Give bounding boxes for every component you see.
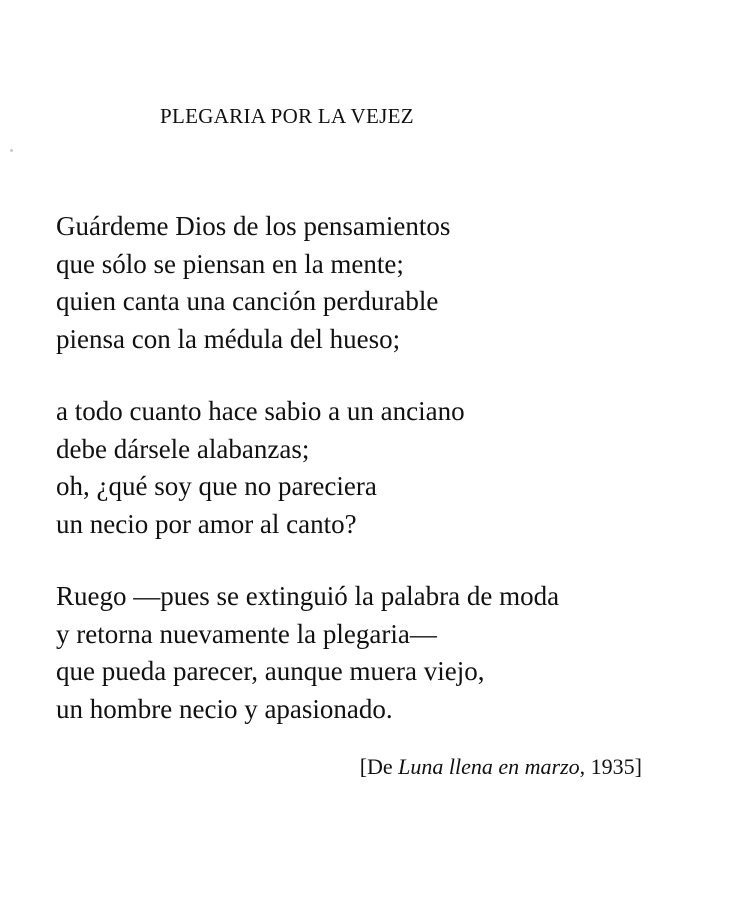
source-citation <box>360 754 642 780</box>
poem-line: oh, ¿qué soy que no pareciera <box>56 471 377 501</box>
poem-body <box>56 208 559 728</box>
poem-line: Guárdeme Dios de los pensamientos <box>56 211 451 241</box>
paper-speck <box>10 149 13 152</box>
stanza-3 <box>56 578 559 728</box>
poem-line: a todo cuanto hace sabio a un anciano <box>56 396 465 426</box>
source-suffix: , 1935] <box>579 754 642 779</box>
poem-line: piensa con la médula del hueso; <box>56 323 401 354</box>
poem-line: un necio por amor al canto? <box>56 508 357 539</box>
source-work-title: Luna llena en marzo <box>398 754 580 779</box>
poem-line: quien canta una canción perdurable <box>56 286 439 316</box>
poem-line: y retorna nuevamente la plegaria— <box>56 618 437 649</box>
poem-line: que pueda parecer, aunque muera viejo, <box>56 656 485 686</box>
poem-line: debe dársele alabanzas; <box>56 433 310 464</box>
poem-title: PLEGARIA POR LA VEJEZ <box>160 104 414 128</box>
stanza-2 <box>56 393 559 543</box>
source-prefix: [De <box>359 754 399 779</box>
poem-line: Ruego —pues se extinguió la palabra de moda <box>56 581 560 611</box>
stanza-1 <box>56 208 559 358</box>
poem-line: un hombre necio y apasionado. <box>56 693 393 724</box>
poem-line: que sólo se piensan en la mente; <box>56 248 404 279</box>
